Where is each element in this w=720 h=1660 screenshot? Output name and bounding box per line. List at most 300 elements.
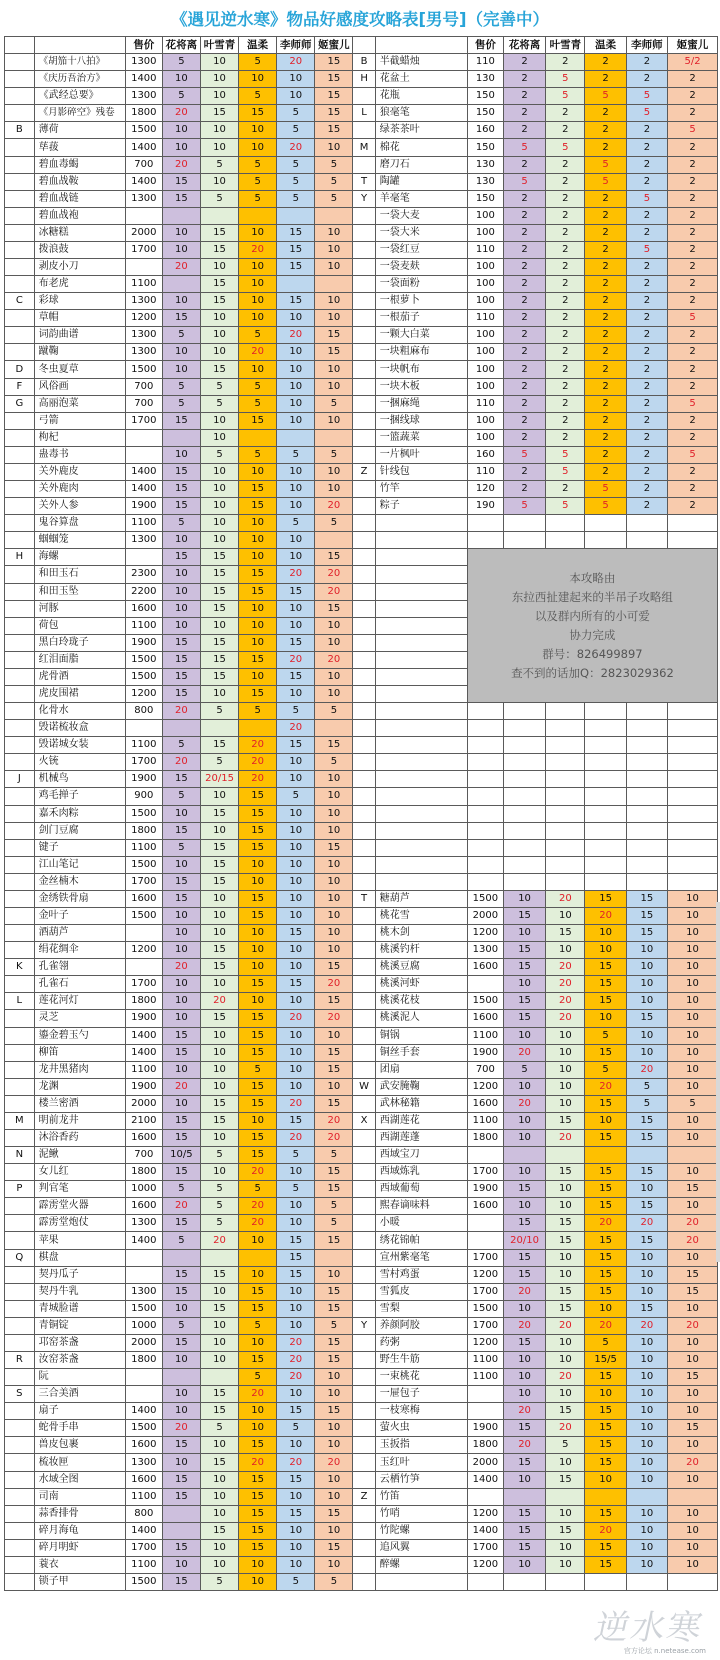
affinity-cell: 20 (585, 1522, 626, 1539)
affinity-cell: 10 (277, 1317, 315, 1334)
affinity-cell: 10 (277, 822, 315, 839)
affinity-cell: 2 (546, 378, 585, 395)
affinity-cell (162, 207, 200, 224)
affinity-cell: 15 (315, 327, 353, 344)
affinity-cell: 5 (277, 190, 315, 207)
price-cell: 1400 (125, 1403, 162, 1420)
affinity-cell: 15 (200, 549, 238, 566)
affinity-cell: 2 (585, 190, 626, 207)
affinity-cell: 15 (239, 1522, 277, 1539)
affinity-cell (626, 532, 667, 549)
affinity-cell: 10 (200, 1437, 238, 1454)
price-cell: 100 (467, 327, 503, 344)
index-letter (5, 156, 35, 173)
table-row (5, 771, 718, 788)
index-letter (353, 959, 375, 976)
affinity-cell: 10/5 (162, 1147, 200, 1164)
affinity-cell: 10 (277, 617, 315, 634)
affinity-cell: 5 (162, 1317, 200, 1334)
affinity-cell: 15 (162, 634, 200, 651)
affinity-cell: 5 (162, 88, 200, 105)
affinity-cell: 10 (315, 907, 353, 924)
affinity-cell: 10 (277, 463, 315, 480)
affinity-cell: 20 (315, 566, 353, 583)
affinity-cell: 20 (162, 1198, 200, 1215)
affinity-cell: 20 (277, 1352, 315, 1369)
affinity-cell: 20 (503, 1317, 545, 1334)
affinity-cell (668, 805, 718, 822)
item-name: 《庆历吾治方》 (34, 71, 125, 88)
index-letter (5, 429, 35, 446)
affinity-cell: 10 (315, 1266, 353, 1283)
affinity-cell: 5 (200, 395, 238, 412)
table-row (5, 890, 718, 907)
affinity-cell: 5 (200, 703, 238, 720)
affinity-cell: 10 (239, 856, 277, 873)
index-letter (5, 446, 35, 463)
affinity-cell: 5 (162, 788, 200, 805)
price-cell: 130 (467, 71, 503, 88)
index-letter (5, 1078, 35, 1095)
affinity-cell: 10 (239, 293, 277, 310)
index-letter (5, 856, 35, 873)
price-cell: 1900 (125, 634, 162, 651)
affinity-cell (546, 839, 585, 856)
item-name: 词韵曲谱 (34, 327, 125, 344)
index-letter (353, 1130, 375, 1147)
affinity-cell: 10 (162, 1386, 200, 1403)
affinity-cell: 5 (315, 1317, 353, 1334)
affinity-cell: 5 (315, 446, 353, 463)
affinity-cell: 10 (277, 1522, 315, 1539)
affinity-cell: 15 (585, 1249, 626, 1266)
price-cell: 700 (125, 156, 162, 173)
affinity-cell: 2 (546, 327, 585, 344)
affinity-cell: 10 (546, 1198, 585, 1215)
affinity-cell: 2 (668, 71, 718, 88)
price-cell: 190 (467, 498, 503, 515)
table-row (5, 856, 718, 873)
affinity-cell: 20 (315, 1130, 353, 1147)
price-cell: 1700 (125, 412, 162, 429)
table-row (5, 720, 718, 737)
affinity-cell: 5 (239, 395, 277, 412)
affinity-cell (585, 754, 626, 771)
price-cell: 1800 (467, 1130, 503, 1147)
item-name: 一袋大麦 (375, 207, 467, 224)
index-letter (353, 1522, 375, 1539)
price-cell: 1400 (125, 173, 162, 190)
index-letter: Z (353, 463, 375, 480)
affinity-cell: 15 (315, 1352, 353, 1369)
affinity-cell: 15 (162, 1539, 200, 1556)
price-cell (467, 532, 503, 549)
affinity-cell (668, 839, 718, 856)
affinity-cell: 15 (200, 1386, 238, 1403)
table-row (5, 1386, 718, 1403)
affinity-cell: 10 (503, 1164, 545, 1181)
index-letter: R (5, 1352, 35, 1369)
affinity-cell: 20 (162, 703, 200, 720)
affinity-cell: 5 (626, 1078, 667, 1095)
price-cell: 1100 (467, 1027, 503, 1044)
price-cell: 100 (467, 429, 503, 446)
affinity-cell: 10 (162, 583, 200, 600)
affinity-cell: 5 (315, 1198, 353, 1215)
table-row (5, 1574, 718, 1591)
price-cell (125, 959, 162, 976)
affinity-cell: 5 (585, 1334, 626, 1351)
affinity-cell: 15 (546, 1522, 585, 1539)
affinity-cell: 20 (277, 139, 315, 156)
affinity-cell: 5 (585, 1027, 626, 1044)
affinity-cell: 10 (277, 395, 315, 412)
index-letter (353, 1283, 375, 1300)
index-letter (353, 976, 375, 993)
price-cell: 100 (467, 378, 503, 395)
affinity-cell: 2 (626, 395, 667, 412)
affinity-cell: 10 (546, 1078, 585, 1095)
affinity-cell: 15 (315, 737, 353, 754)
price-cell: 1100 (125, 1488, 162, 1505)
affinity-cell: 15/5 (585, 1352, 626, 1369)
item-name: 荷包 (34, 617, 125, 634)
index-letter (353, 720, 375, 737)
affinity-cell: 2 (626, 259, 667, 276)
affinity-cell: 10 (626, 976, 667, 993)
affinity-cell: 15 (200, 1266, 238, 1283)
item-name: 蛊毒书 (34, 446, 125, 463)
affinity-cell: 10 (200, 1061, 238, 1078)
item-name (375, 788, 467, 805)
affinity-cell: 20 (239, 241, 277, 258)
table-row (5, 993, 718, 1010)
index-letter (5, 1266, 35, 1283)
affinity-cell: 5 (503, 498, 545, 515)
item-name: 陶罐 (375, 173, 467, 190)
table-row (5, 976, 718, 993)
table-row (5, 822, 718, 839)
affinity-cell: 10 (315, 481, 353, 498)
affinity-cell: 10 (239, 515, 277, 532)
affinity-cell: 2 (626, 122, 667, 139)
index-letter (353, 771, 375, 788)
affinity-cell: 10 (315, 856, 353, 873)
affinity-cell: 10 (503, 1386, 545, 1403)
column-header: 温柔 (239, 37, 277, 54)
item-name: 汝窑茶盏 (34, 1352, 125, 1369)
affinity-cell: 2 (668, 429, 718, 446)
affinity-cell: 10 (503, 1369, 545, 1386)
affinity-cell: 10 (277, 771, 315, 788)
affinity-cell: 10 (277, 1300, 315, 1317)
price-cell (467, 788, 503, 805)
affinity-cell: 15 (200, 1403, 238, 1420)
affinity-cell: 15 (503, 1522, 545, 1539)
item-name: 绢花绸伞 (34, 942, 125, 959)
affinity-cell: 2 (626, 139, 667, 156)
affinity-cell: 10 (200, 1471, 238, 1488)
item-name: 绣花锦帕 (375, 1232, 467, 1249)
affinity-cell: 10 (277, 532, 315, 549)
item-name (375, 1574, 467, 1591)
affinity-cell: 15 (585, 890, 626, 907)
affinity-cell: 15 (162, 873, 200, 890)
affinity-cell: 20 (277, 327, 315, 344)
affinity-cell: 15 (503, 1539, 545, 1556)
affinity-cell: 10 (200, 617, 238, 634)
affinity-cell (626, 515, 667, 532)
affinity-cell: 10 (315, 1556, 353, 1573)
affinity-cell: 10 (315, 1471, 353, 1488)
price-cell: 1400 (125, 481, 162, 498)
affinity-cell: 5 (200, 1215, 238, 1232)
table-row (5, 1488, 718, 1505)
index-letter (5, 190, 35, 207)
item-name: 鬼谷算盘 (34, 515, 125, 532)
affinity-cell: 5 (315, 1574, 353, 1591)
item-name: 一块粗麻布 (375, 344, 467, 361)
affinity-cell: 2 (503, 259, 545, 276)
affinity-cell: 10 (200, 1334, 238, 1351)
affinity-cell (546, 1147, 585, 1164)
affinity-cell (239, 207, 277, 224)
index-letter (353, 1027, 375, 1044)
affinity-cell: 5 (239, 1317, 277, 1334)
price-cell: 1200 (125, 310, 162, 327)
affinity-cell: 2 (668, 481, 718, 498)
item-name: 兽皮包裹 (34, 1437, 125, 1454)
index-letter (5, 54, 35, 71)
affinity-cell: 15 (315, 71, 353, 88)
affinity-cell: 20 (277, 651, 315, 668)
affinity-cell (503, 720, 545, 737)
index-letter (5, 805, 35, 822)
item-name: 宣州紫毫笔 (375, 1249, 467, 1266)
price-cell: 1300 (467, 942, 503, 959)
affinity-cell: 10 (162, 925, 200, 942)
table-row (5, 429, 718, 446)
affinity-cell: 2 (503, 344, 545, 361)
affinity-cell: 5 (200, 1574, 238, 1591)
affinity-cell: 10 (668, 907, 718, 924)
index-letter (5, 754, 35, 771)
item-name: 竹笛 (375, 1488, 467, 1505)
index-letter (353, 156, 375, 173)
affinity-cell: 10 (239, 1334, 277, 1351)
affinity-cell: 15 (277, 1112, 315, 1129)
item-name: 楼兰密酒 (34, 1095, 125, 1112)
affinity-cell: 5 (668, 446, 718, 463)
affinity-cell: 10 (200, 685, 238, 702)
affinity-cell (277, 276, 315, 293)
index-letter (5, 1010, 35, 1027)
affinity-cell: 10 (277, 805, 315, 822)
affinity-cell: 10 (200, 822, 238, 839)
price-cell (467, 822, 503, 839)
affinity-cell: 10 (315, 310, 353, 327)
price-cell: 110 (467, 54, 503, 71)
price-cell: 1900 (125, 498, 162, 515)
item-name (375, 805, 467, 822)
affinity-cell: 2 (668, 463, 718, 480)
affinity-cell: 10 (277, 71, 315, 88)
affinity-cell: 5 (239, 703, 277, 720)
price-cell: 150 (467, 88, 503, 105)
affinity-cell: 5 (239, 88, 277, 105)
column-header: 温柔 (585, 37, 626, 54)
affinity-cell: 20/10 (503, 1232, 545, 1249)
affinity-cell: 15 (626, 1130, 667, 1147)
affinity-cell (200, 1369, 238, 1386)
price-cell: 1200 (467, 1505, 503, 1522)
table-row (5, 173, 718, 190)
item-name: 司南 (34, 1488, 125, 1505)
index-letter (353, 446, 375, 463)
index-letter (353, 1095, 375, 1112)
table-row (5, 241, 718, 258)
affinity-cell: 5 (162, 839, 200, 856)
price-cell: 1800 (467, 1437, 503, 1454)
table-row (5, 839, 718, 856)
affinity-cell: 10 (162, 122, 200, 139)
item-name: 判官笔 (34, 1181, 125, 1198)
affinity-cell: 5 (277, 788, 315, 805)
affinity-cell: 5 (277, 1574, 315, 1591)
affinity-cell: 2 (503, 412, 545, 429)
column-header: 售价 (467, 37, 503, 54)
item-name: 冰糖糕 (34, 224, 125, 241)
index-letter (353, 1539, 375, 1556)
affinity-cell: 15 (277, 583, 315, 600)
affinity-cell: 15 (200, 1112, 238, 1129)
index-letter (353, 207, 375, 224)
index-letter (353, 1454, 375, 1471)
affinity-cell: 10 (200, 1317, 238, 1334)
price-cell: 1900 (125, 1078, 162, 1095)
affinity-cell: 2 (626, 54, 667, 71)
affinity-cell: 10 (668, 1198, 718, 1215)
item-name: 薄荷 (34, 122, 125, 139)
affinity-cell: 2 (546, 207, 585, 224)
item-name: 火铳 (34, 754, 125, 771)
affinity-cell: 10 (503, 890, 545, 907)
affinity-cell: 10 (626, 1437, 667, 1454)
affinity-cell: 20 (277, 1010, 315, 1027)
affinity-cell: 2 (546, 190, 585, 207)
affinity-cell: 5/2 (668, 54, 718, 71)
item-name (375, 532, 467, 549)
index-letter (353, 122, 375, 139)
price-cell: 1200 (467, 1556, 503, 1573)
affinity-cell: 10 (668, 1130, 718, 1147)
affinity-cell: 15 (239, 1044, 277, 1061)
price-cell (125, 429, 162, 446)
table-row (5, 139, 718, 156)
affinity-cell: 2 (626, 361, 667, 378)
table-row (5, 942, 718, 959)
price-cell: 1300 (125, 327, 162, 344)
affinity-cell (315, 720, 353, 737)
affinity-cell: 15 (585, 1454, 626, 1471)
affinity-cell: 10 (668, 1437, 718, 1454)
affinity-cell: 15 (315, 1095, 353, 1112)
affinity-cell: 2 (503, 429, 545, 446)
index-letter (353, 498, 375, 515)
affinity-cell: 5 (626, 190, 667, 207)
affinity-cell: 15 (162, 1266, 200, 1283)
affinity-cell: 10 (239, 993, 277, 1010)
affinity-cell: 15 (315, 993, 353, 1010)
price-cell: 1600 (125, 890, 162, 907)
affinity-cell: 10 (277, 1283, 315, 1300)
column-header: 姬蜜儿 (315, 37, 353, 54)
scrollbar[interactable] (716, 902, 720, 1262)
affinity-cell: 2 (546, 429, 585, 446)
affinity-cell: 5 (503, 446, 545, 463)
affinity-cell: 2 (585, 429, 626, 446)
affinity-cell: 10 (668, 1556, 718, 1573)
affinity-cell: 5 (200, 1198, 238, 1215)
affinity-cell: 2 (626, 429, 667, 446)
affinity-cell: 10 (668, 942, 718, 959)
affinity-cell: 20 (315, 976, 353, 993)
index-letter: K (5, 959, 35, 976)
item-name: 一袋面粉 (375, 276, 467, 293)
affinity-cell: 15 (239, 1010, 277, 1027)
affinity-cell: 10 (503, 976, 545, 993)
index-letter: B (5, 122, 35, 139)
affinity-cell: 15 (162, 1471, 200, 1488)
price-cell: 1400 (467, 1471, 503, 1488)
affinity-cell: 5 (546, 498, 585, 515)
affinity-cell: 20 (200, 1232, 238, 1249)
index-letter (353, 532, 375, 549)
item-name: 灵芝 (34, 1010, 125, 1027)
item-name: 桃溪泥人 (375, 1010, 467, 1027)
item-name: 一捆线球 (375, 412, 467, 429)
affinity-cell: 15 (239, 481, 277, 498)
affinity-cell: 15 (668, 1266, 718, 1283)
affinity-cell: 10 (200, 1556, 238, 1573)
item-name: 《月影碎空》残卷 (34, 105, 125, 122)
affinity-cell: 5 (239, 327, 277, 344)
affinity-cell: 10 (585, 1386, 626, 1403)
index-letter (5, 207, 35, 224)
table-row (5, 925, 718, 942)
table-row (5, 1266, 718, 1283)
affinity-cell: 15 (315, 1164, 353, 1181)
price-cell (467, 1574, 503, 1591)
affinity-cell: 2 (585, 361, 626, 378)
affinity-cell: 10 (626, 959, 667, 976)
affinity-cell: 2 (668, 293, 718, 310)
affinity-cell: 2 (585, 122, 626, 139)
item-name: 武安腌鞠 (375, 1078, 467, 1095)
item-name: 磨刀石 (375, 156, 467, 173)
affinity-cell: 15 (200, 1454, 238, 1471)
table-row (5, 703, 718, 720)
price-cell (467, 839, 503, 856)
affinity-cell: 5 (239, 190, 277, 207)
price-cell: 1800 (125, 822, 162, 839)
table-row (5, 873, 718, 890)
affinity-cell (546, 856, 585, 873)
price-cell: 1500 (125, 361, 162, 378)
index-letter (353, 1471, 375, 1488)
affinity-cell: 10 (239, 1556, 277, 1573)
price-cell: 100 (467, 207, 503, 224)
